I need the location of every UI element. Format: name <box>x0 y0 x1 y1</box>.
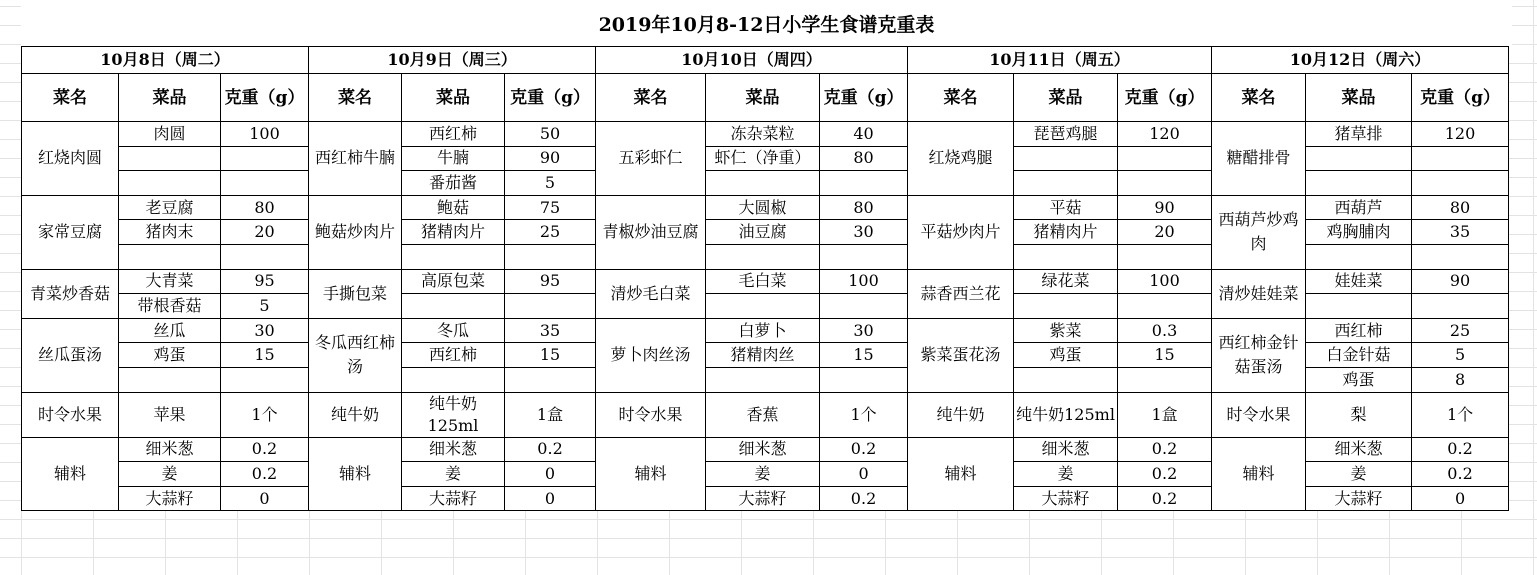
ingredient-cell: 大圆椒 <box>706 195 820 220</box>
ingredient-cell <box>706 244 820 269</box>
dish-name-cell: 鲍菇炒肉片 <box>309 195 402 269</box>
ingredient-cell: 苹果 <box>119 392 221 437</box>
ingredient-cell <box>1014 294 1118 319</box>
ingredient-cell <box>119 367 221 392</box>
ingredient-cell: 牛腩 <box>402 146 505 171</box>
weight-cell: 25 <box>1412 318 1509 343</box>
ingredient-cell <box>402 367 505 392</box>
weight-cell: 15 <box>221 343 309 368</box>
ingredient-cell: 大蒜籽 <box>1306 486 1412 511</box>
dish-name-cell: 蒜香西兰花 <box>908 269 1014 318</box>
ingredient-cell: 绿花菜 <box>1014 269 1118 294</box>
weight-cell <box>1412 146 1509 171</box>
dish-name-cell: 手撕包菜 <box>309 269 402 318</box>
weight-cell <box>505 244 596 269</box>
ingredient-cell: 姜 <box>402 462 505 487</box>
weight-cell: 80 <box>820 195 908 220</box>
weight-cell: 80 <box>820 146 908 171</box>
header-weight: 克重（g） <box>820 74 908 122</box>
weight-cell <box>1118 244 1212 269</box>
ingredient-cell: 油豆腐 <box>706 220 820 245</box>
header-item: 菜品 <box>402 74 505 122</box>
weight-cell <box>820 244 908 269</box>
table-row <box>22 195 1509 220</box>
table-row <box>22 122 1509 147</box>
weight-cell: 80 <box>1412 195 1509 220</box>
ingredient-cell: 猪草排 <box>1306 122 1412 147</box>
ingredient-cell: 鸡胸脯肉 <box>1306 220 1412 245</box>
dish-name-cell: 家常豆腐 <box>22 195 119 269</box>
ingredient-cell: 西红柿 <box>402 122 505 147</box>
weight-cell: 90 <box>505 146 596 171</box>
weight-cell: 1个 <box>1412 392 1509 437</box>
weight-cell: 100 <box>820 269 908 294</box>
dish-name-cell: 辅料 <box>1212 437 1306 511</box>
weight-cell: 0 <box>505 462 596 487</box>
weight-cell: 1盒 <box>1118 392 1212 437</box>
ingredient-cell: 猪精肉片 <box>1014 220 1118 245</box>
ingredient-cell: 平菇 <box>1014 195 1118 220</box>
ingredient-cell <box>706 367 820 392</box>
dish-name-cell: 辅料 <box>596 437 706 511</box>
ingredient-cell: 西红柿 <box>402 343 505 368</box>
weight-cell: 5 <box>221 294 309 319</box>
weight-cell: 80 <box>221 195 309 220</box>
ingredient-cell: 香蕉 <box>706 392 820 437</box>
weight-cell <box>1412 244 1509 269</box>
ingredient-cell: 姜 <box>706 462 820 487</box>
dish-name-cell: 清炒毛白菜 <box>596 269 706 318</box>
dish-name-cell: 清炒娃娃菜 <box>1212 269 1306 318</box>
weight-cell: 0.2 <box>1118 462 1212 487</box>
ingredient-cell: 西葫芦 <box>1306 195 1412 220</box>
day-date-cell: 10月10日（周四） <box>596 47 908 74</box>
dish-name-cell: 冬瓜西红柿汤 <box>309 318 402 392</box>
ingredient-cell <box>706 294 820 319</box>
weight-cell: 30 <box>820 318 908 343</box>
dish-name-cell: 辅料 <box>22 437 119 511</box>
weight-cell: 0.2 <box>1118 486 1212 511</box>
column-header-row <box>22 74 1509 122</box>
day-date-cell: 10月12日（周六） <box>1212 47 1509 74</box>
ingredient-cell: 梨 <box>1306 392 1412 437</box>
ingredient-cell: 毛白菜 <box>706 269 820 294</box>
ingredient-cell: 细米葱 <box>402 437 505 462</box>
weight-cell: 0 <box>221 486 309 511</box>
ingredient-cell <box>1014 171 1118 196</box>
ingredient-cell <box>402 244 505 269</box>
ingredient-cell: 番茄酱 <box>402 171 505 196</box>
weight-cell: 40 <box>820 122 908 147</box>
weight-cell: 0 <box>1412 486 1509 511</box>
header-item: 菜品 <box>1306 74 1412 122</box>
dish-name-cell: 青椒炒油豆腐 <box>596 195 706 269</box>
weight-cell: 90 <box>1118 195 1212 220</box>
dish-name-cell: 青菜炒香菇 <box>22 269 119 318</box>
ingredient-cell: 姜 <box>119 462 221 487</box>
ingredient-cell <box>1014 146 1118 171</box>
dish-name-cell: 纯牛奶 <box>309 392 402 437</box>
ingredient-cell <box>1014 367 1118 392</box>
ingredient-cell: 虾仁（净重） <box>706 146 820 171</box>
weight-cell: 25 <box>505 220 596 245</box>
weight-cell <box>221 146 309 171</box>
ingredient-cell <box>119 244 221 269</box>
ingredient-cell <box>119 171 221 196</box>
weight-cell: 0.2 <box>221 437 309 462</box>
dish-name-cell: 西葫芦炒鸡肉 <box>1212 195 1306 269</box>
weight-cell: 30 <box>221 318 309 343</box>
weight-cell <box>1118 146 1212 171</box>
weight-cell: 0.2 <box>820 486 908 511</box>
ingredient-cell: 丝瓜 <box>119 318 221 343</box>
header-item: 菜品 <box>706 74 820 122</box>
weight-cell: 0.3 <box>1118 318 1212 343</box>
ingredient-cell: 姜 <box>1306 462 1412 487</box>
weight-cell: 35 <box>1412 220 1509 245</box>
weight-cell: 120 <box>1412 122 1509 147</box>
weight-cell: 1个 <box>820 392 908 437</box>
weight-cell <box>820 171 908 196</box>
ingredient-cell <box>1014 244 1118 269</box>
weight-cell: 75 <box>505 195 596 220</box>
ingredient-cell <box>119 146 221 171</box>
weight-cell: 0.2 <box>820 437 908 462</box>
header-item: 菜品 <box>119 74 221 122</box>
sheet-title: 2019年10月8-12日小学生食谱克重表 <box>21 0 1512 46</box>
ingredient-cell: 冻杂菜粒 <box>706 122 820 147</box>
weight-cell <box>1412 294 1509 319</box>
header-dish: 菜名 <box>1212 74 1306 122</box>
ingredient-cell: 细米葱 <box>706 437 820 462</box>
ingredient-cell: 猪精肉片 <box>402 220 505 245</box>
ingredient-cell: 紫菜 <box>1014 318 1118 343</box>
weight-cell: 0 <box>820 462 908 487</box>
weight-cell <box>820 367 908 392</box>
ingredient-cell: 细米葱 <box>1014 437 1118 462</box>
dish-name-cell: 辅料 <box>309 437 402 511</box>
weight-cell <box>1118 171 1212 196</box>
weight-cell: 5 <box>1412 343 1509 368</box>
ingredient-cell <box>402 294 505 319</box>
header-dish: 菜名 <box>908 74 1014 122</box>
header-dish: 菜名 <box>596 74 706 122</box>
weight-cell: 8 <box>1412 367 1509 392</box>
ingredient-cell <box>1306 294 1412 319</box>
ingredient-cell: 大蒜籽 <box>402 486 505 511</box>
dish-name-cell: 时令水果 <box>1212 392 1306 437</box>
day-date-cell: 10月11日（周五） <box>908 47 1212 74</box>
weight-cell: 0 <box>505 486 596 511</box>
weight-cell: 15 <box>505 343 596 368</box>
ingredient-cell <box>1306 244 1412 269</box>
table-row <box>22 318 1509 343</box>
day-date-cell: 10月8日（周二） <box>22 47 309 74</box>
weight-cell: 0.2 <box>1412 437 1509 462</box>
header-weight: 克重（g） <box>1118 74 1212 122</box>
weight-cell: 0.2 <box>1118 437 1212 462</box>
ingredient-cell: 白金针菇 <box>1306 343 1412 368</box>
weight-cell <box>820 294 908 319</box>
ingredient-cell: 带根香菇 <box>119 294 221 319</box>
ingredient-cell: 鸡蛋 <box>119 343 221 368</box>
ingredient-cell: 细米葱 <box>1306 437 1412 462</box>
dish-name-cell: 平菇炒肉片 <box>908 195 1014 269</box>
ingredient-cell: 琵琶鸡腿 <box>1014 122 1118 147</box>
ingredient-cell: 纯牛奶125ml <box>402 392 505 437</box>
weight-cell: 35 <box>505 318 596 343</box>
ingredient-cell: 老豆腐 <box>119 195 221 220</box>
weight-cell: 90 <box>1412 269 1509 294</box>
ingredient-cell: 冬瓜 <box>402 318 505 343</box>
header-weight: 克重（g） <box>1412 74 1509 122</box>
dish-name-cell: 时令水果 <box>22 392 119 437</box>
ingredient-cell <box>706 171 820 196</box>
weight-cell: 15 <box>1118 343 1212 368</box>
weight-cell: 0.2 <box>221 462 309 487</box>
header-dish: 菜名 <box>22 74 119 122</box>
weight-cell: 95 <box>505 269 596 294</box>
weight-cell <box>505 294 596 319</box>
ingredient-cell <box>1306 146 1412 171</box>
ingredient-cell: 鲍菇 <box>402 195 505 220</box>
dish-name-cell: 西红柿金针菇蛋汤 <box>1212 318 1306 392</box>
weight-cell <box>1118 367 1212 392</box>
menu-table <box>21 46 1509 511</box>
weight-cell <box>505 367 596 392</box>
ingredient-cell: 姜 <box>1014 462 1118 487</box>
weight-cell: 1盒 <box>505 392 596 437</box>
dish-name-cell: 时令水果 <box>596 392 706 437</box>
weight-cell: 95 <box>221 269 309 294</box>
weight-cell: 100 <box>221 122 309 147</box>
weight-cell: 50 <box>505 122 596 147</box>
weight-cell: 1个 <box>221 392 309 437</box>
dish-name-cell: 丝瓜蛋汤 <box>22 318 119 392</box>
ingredient-cell: 猪肉末 <box>119 220 221 245</box>
dish-name-cell: 红烧鸡腿 <box>908 122 1014 196</box>
dish-name-cell: 西红柿牛腩 <box>309 122 402 196</box>
ingredient-cell: 大蒜籽 <box>706 486 820 511</box>
dish-name-cell: 纯牛奶 <box>908 392 1014 437</box>
ingredient-cell: 猪精肉丝 <box>706 343 820 368</box>
table-row <box>22 269 1509 294</box>
ingredient-cell: 鸡蛋 <box>1306 367 1412 392</box>
weight-cell: 20 <box>221 220 309 245</box>
ingredient-cell <box>1306 171 1412 196</box>
dish-name-cell: 五彩虾仁 <box>596 122 706 196</box>
weight-cell <box>1118 294 1212 319</box>
weight-cell <box>221 171 309 196</box>
dish-name-cell: 紫菜蛋花汤 <box>908 318 1014 392</box>
header-dish: 菜名 <box>309 74 402 122</box>
dish-name-cell: 红烧肉圆 <box>22 122 119 196</box>
weight-cell: 15 <box>820 343 908 368</box>
ingredient-cell: 纯牛奶125ml <box>1014 392 1118 437</box>
day-header-row <box>22 47 1509 74</box>
day-date-cell: 10月9日（周三） <box>309 47 596 74</box>
dish-name-cell: 萝卜肉丝汤 <box>596 318 706 392</box>
weight-cell: 20 <box>1118 220 1212 245</box>
ingredient-cell: 细米葱 <box>119 437 221 462</box>
weight-cell: 0.2 <box>1412 462 1509 487</box>
ingredient-cell: 大蒜籽 <box>119 486 221 511</box>
header-item: 菜品 <box>1014 74 1118 122</box>
weight-cell: 30 <box>820 220 908 245</box>
table-row <box>22 437 1509 462</box>
weight-cell <box>221 367 309 392</box>
dish-name-cell: 糖醋排骨 <box>1212 122 1306 196</box>
ingredient-cell: 高原包菜 <box>402 269 505 294</box>
ingredient-cell: 肉圆 <box>119 122 221 147</box>
weight-cell: 100 <box>1118 269 1212 294</box>
header-weight: 克重（g） <box>221 74 309 122</box>
ingredient-cell: 白萝卜 <box>706 318 820 343</box>
weight-cell: 120 <box>1118 122 1212 147</box>
weight-cell <box>221 244 309 269</box>
header-weight: 克重（g） <box>505 74 596 122</box>
weight-cell: 5 <box>505 171 596 196</box>
ingredient-cell: 鸡蛋 <box>1014 343 1118 368</box>
ingredient-cell: 西红柿 <box>1306 318 1412 343</box>
weight-cell <box>1412 171 1509 196</box>
dish-name-cell: 辅料 <box>908 437 1014 511</box>
ingredient-cell: 大青菜 <box>119 269 221 294</box>
ingredient-cell: 娃娃菜 <box>1306 269 1412 294</box>
ingredient-cell: 大蒜籽 <box>1014 486 1118 511</box>
weight-cell: 0.2 <box>505 437 596 462</box>
